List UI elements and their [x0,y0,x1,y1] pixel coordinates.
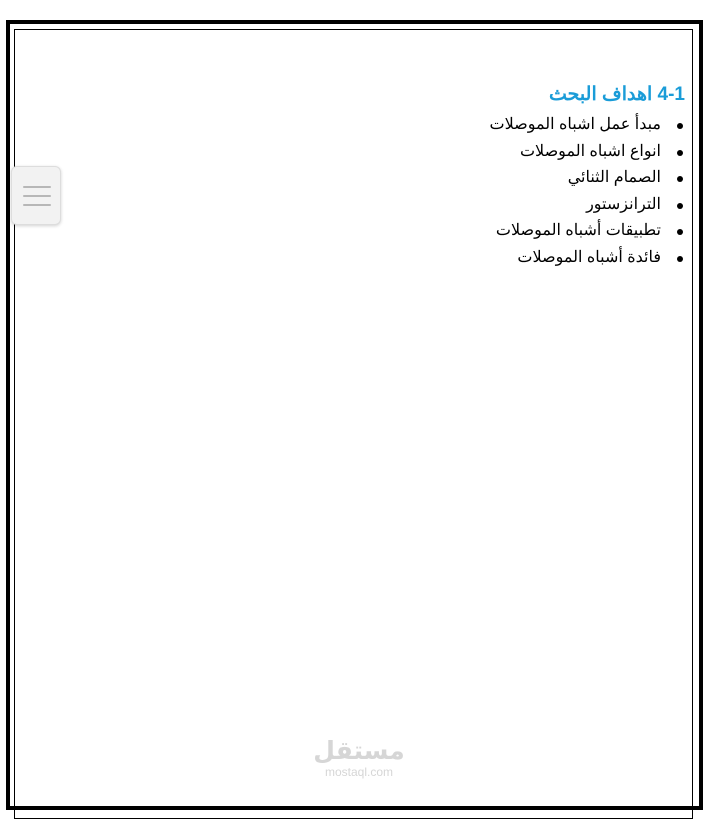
document-content [60,82,685,271]
goal-text: انواع اشباه الموصلات [519,142,661,160]
section-title: 4-1 اهداف البحث [549,84,685,105]
goal-text: مبدأ عمل اشباه الموصلات [489,116,661,133]
watermark [300,736,418,778]
list-item [60,165,685,192]
bullet-icon [677,203,683,209]
list-item [60,192,685,219]
bullet-icon [677,176,683,182]
goal-text: تطبيقات أشباه الموصلات [495,222,661,239]
watermark-url: mostaql.com [324,765,394,779]
menu-button[interactable] [11,166,61,225]
goal-list [60,112,685,271]
bullet-icon [677,229,683,235]
bullet-icon [677,150,683,156]
watermark-logo: مستقل [313,736,405,765]
bullet-icon [677,123,683,129]
list-item [60,112,685,139]
list-item [60,245,685,272]
hamburger-menu-icon [23,186,51,206]
goal-text: الصمام الثنائي [567,169,661,186]
bullet-icon [677,256,683,262]
list-item [60,218,685,245]
goal-text: فائدة أشباه الموصلات [517,248,661,266]
goal-text: الترانزستور [586,195,661,213]
list-item [60,139,685,166]
